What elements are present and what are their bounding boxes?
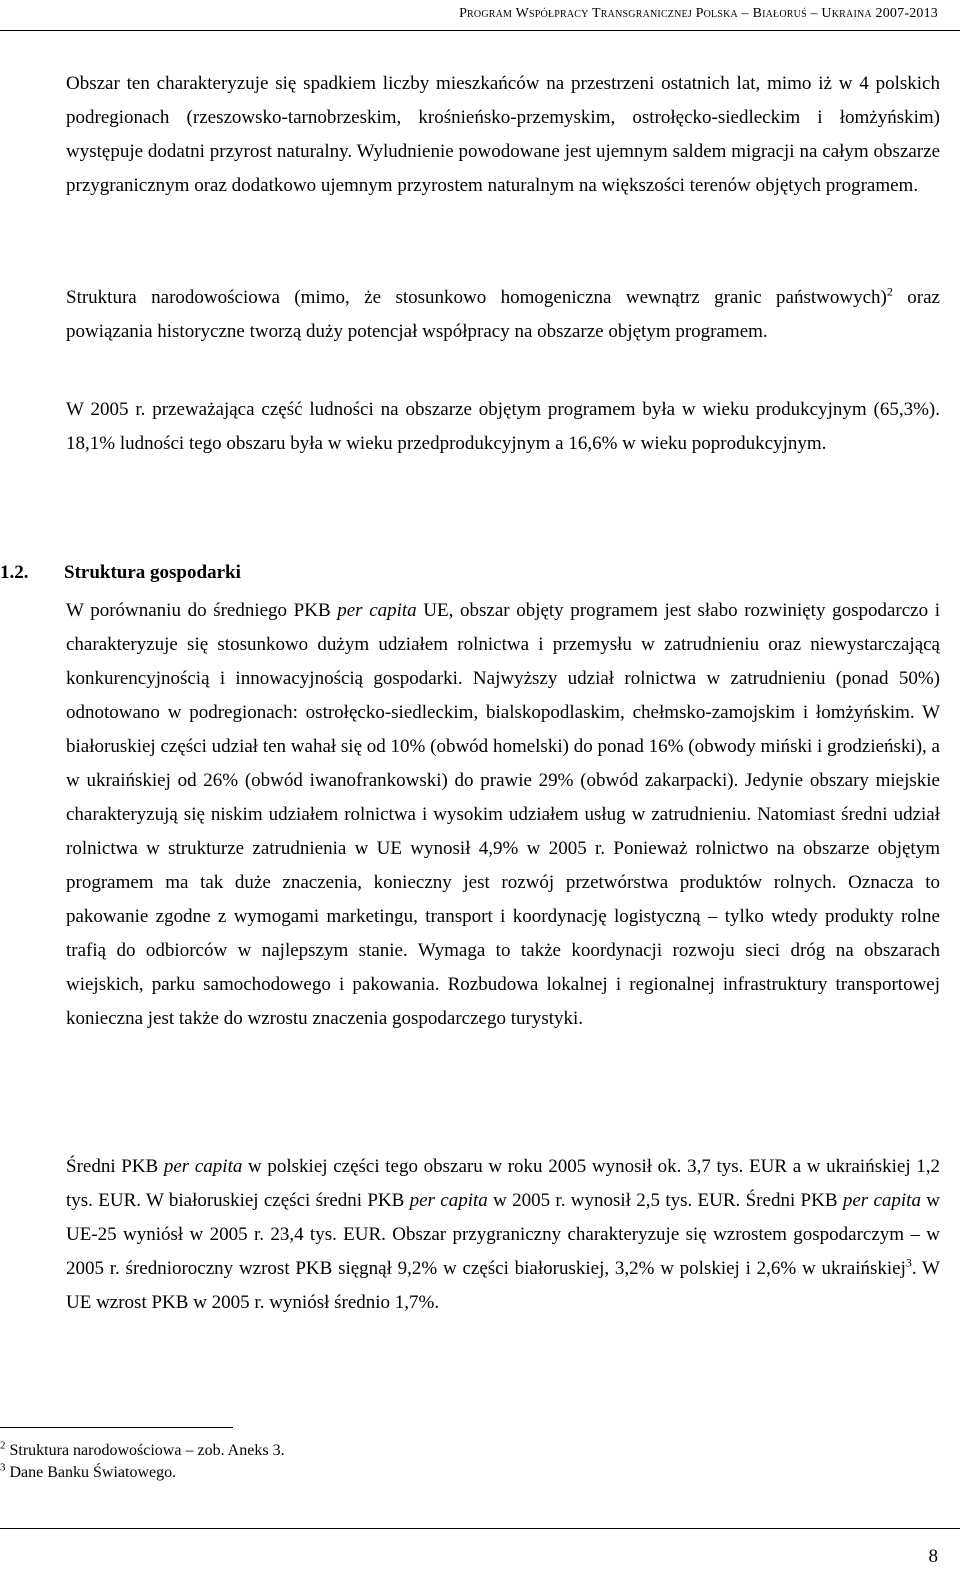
footer-rule [0, 1528, 960, 1529]
paragraph-text: w 2005 r. wynosił 2,5 tys. EUR. Średni PKB [487, 1190, 843, 1211]
footnote-ref-2[interactable]: 2 [886, 284, 893, 299]
italic-term: per capita [409, 1190, 488, 1211]
paragraph-text: w polskiej części tego obszaru w roku 2005 wynosił ok. 3,7 tys. EUR a w ukraińskiej 1,2 tys. EUR. W białoruskiej części średni PKB [66, 1156, 940, 1211]
paragraph-text: W porównaniu do średniego PKB [66, 600, 338, 621]
paragraph-gdp [66, 1150, 940, 1320]
paragraph-text: . W UE wzrost PKB w 2005 r. wyniósł średnio 1,7%. [66, 1258, 940, 1313]
paragraph-population: Obszar ten charakteryzuje się spadkiem liczby mieszkańców na przestrzeni ostatnich lat, mimo iż w 4 polskich podregionach (rzeszowsko-tarnobrzeskim, krośnieńsko-przemyskim, ostrołęcko-siedleckim i łomżyńskim) występuje dodatni przyrost naturalny. Wyludnienie powodowane jest ujemnym saldem migracji na całym obszarze przygranicznym oraz dodatkowo ujemnym przyrostem naturalnym na większości terenów objętych programem. [66, 73, 940, 196]
paragraph-text: UE, obszar objęty programem jest słabo rozwinięty gospodarczo i charakteryzuje się stosunkowo dużym udziałem rolnictwa i przemysłu w zatrudnieniu oraz niewystarczającą konkurencyjnością i innowacyjnością gospodarki. Najwyższy udział rolnictwa w zatrudnieniu (ponad 50%) odnotowano w podregionach: ostrołęcko-siedleckim, bialskopodlaskim, chełmsko-zamojskim i łomżyńskim. W białoruskiej części udział ten wahał się od 10% (obwód homelski) do ponad 16% (obwody miński i grodzieński), a w ukraińskiej od 26% (obwód iwanofrankowski) do prawie 29% (obwód zakarpacki). Jedynie obszary miejskie charakteryzują się niskim udziałem rolnictwa i wysokim udziałem usług w zatrudnieniu. Natomiast średni udział rolnictwa w strukturze zatrudnienia w UE wynosił 4,9% w 2005 r. Ponieważ rolnictwo na obszarze objętym programem ma tak duże znaczenia, konieczny jest rozwój przetwórstwa produktów rolnych. Oznacza to pakowanie zgodne z wymogami marketingu, transport i koordynację logistyczną – tylko wtedy produkty rolne trafią do odbiorców w najlepszym stanie. Wymaga to także koordynacji rozwoju sieci dróg na obszarach wiejskich, parku samochodowego i pakowania. Rozbudowa lokalnej i regionalnej infrastruktury transportowej konieczna jest także do wzrostu znaczenia gospodarczego turystyki. [66, 600, 940, 1029]
footnote-ref-3[interactable]: 3 [905, 1255, 912, 1270]
italic-term: per capita [337, 600, 417, 621]
footnote-mark: 2 [0, 1439, 6, 1452]
footnote-text: Struktura narodowościowa – zob. Aneks 3. [5, 1442, 285, 1459]
paragraph-text: Struktura narodowościowa (mimo, że stosunkowo homogeniczna wewnątrz granic państwowych) [66, 287, 887, 308]
italic-term: per capita [842, 1190, 921, 1211]
paragraph-text: w UE-25 wyniósł w 2005 r. 23,4 tys. EUR. Obszar przygraniczny charakteryzuje się wzrostem gospodarczym – w 2005 r. średnioroczny wzrost PKB sięgnął 9,2% w części białoruskiej, 3,2% w polskiej i 2,6% w ukraińskiej [66, 1190, 940, 1279]
footnote-rule [0, 1427, 233, 1428]
italic-term: per capita [163, 1156, 243, 1177]
header-rule [0, 30, 960, 31]
section-number: 1.2. [0, 562, 29, 583]
footnote-3 [0, 1462, 176, 1483]
footnote-2 [0, 1440, 285, 1461]
paragraph-economy [66, 594, 940, 1036]
paragraph-text: oraz powiązania historyczne tworzą duży potencjał współpracy na obszarze objętym programem. [66, 287, 940, 342]
page-number: 8 [928, 1546, 938, 1567]
section-title: Struktura gospodarki [64, 562, 241, 583]
paragraph-text: Średni PKB [66, 1156, 164, 1177]
section-heading [0, 556, 241, 590]
paragraph-nationality [66, 281, 940, 349]
footnote-text: Dane Banku Światowego. [5, 1464, 177, 1481]
paragraph-age-structure: W 2005 r. przeważająca część ludności na obszarze objętym programem była w wieku produkcyjnym (65,3%). 18,1% ludności tego obszaru była w wieku przedprodukcyjnym a 16,6% w wieku poprodukcyjnym. [66, 399, 940, 454]
footnote-mark: 3 [0, 1461, 6, 1474]
running-header: Program Współpracy Transgranicznej Polska – Białoruś – Ukraina 2007-2013 [459, 6, 938, 21]
